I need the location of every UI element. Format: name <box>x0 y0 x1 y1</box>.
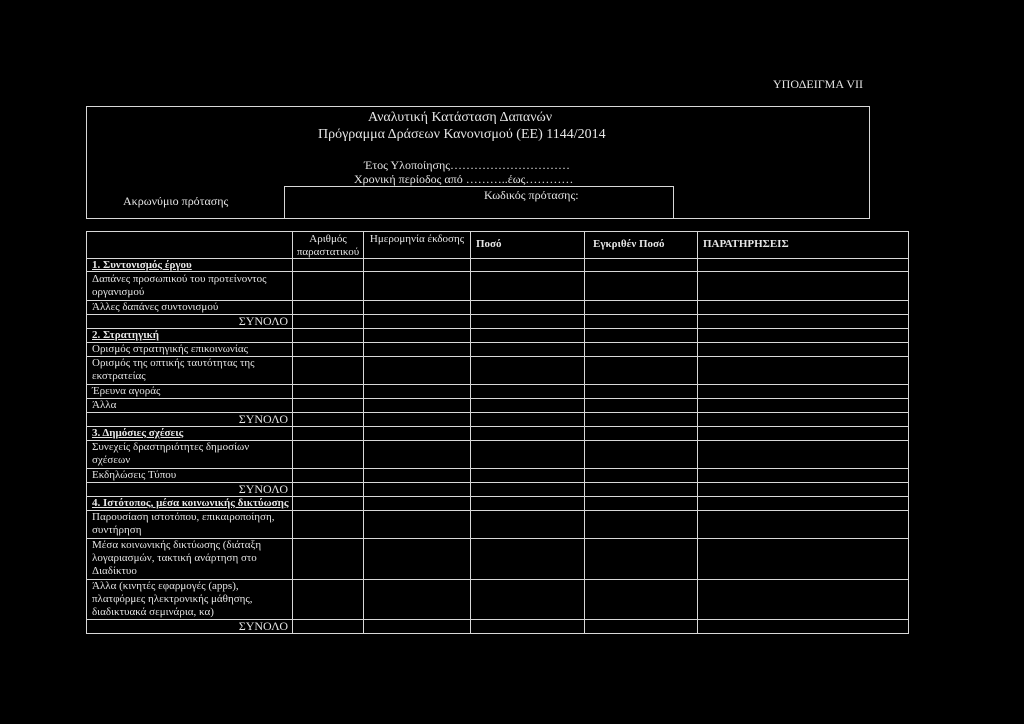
total-label: ΣΥΝΟΛΟ <box>238 412 288 426</box>
acronym-label: Ακρωνύμιο πρότασης <box>123 194 229 208</box>
section-title-website-social-media: 4. Ιστότοπος, μέσα κοινωνικής δικτύωσης <box>92 497 289 509</box>
column-header-doc-number: Αριθμός παραστατικού <box>296 233 360 258</box>
column-header-remarks: ΠΑΡΑΤΗΡΗΣΕΙΣ <box>703 238 789 250</box>
period-line: Χρονική περίοδος από ………..έως………… <box>354 172 574 186</box>
row-label: Άλλες δαπάνες συντονισμού <box>92 301 219 313</box>
row-label: Εκδηλώσεις Τύπου <box>92 469 177 481</box>
program-title: Πρόγραμμα Δράσεων Κανονισμού (ΕΕ) 1144/2014 <box>318 127 606 142</box>
row-label: Έρευνα αγοράς <box>92 385 161 397</box>
section-title-public-relations: 3. Δημόσιες σχέσεις <box>92 427 184 439</box>
row-label: Άλλα (κινητές εφαρμογές (apps), πλατφόρμες ηλεκτρονικής μάθησης, διαδικτυακά σεμινάρια, κα) <box>92 580 253 618</box>
total-label: ΣΥΝΟΛΟ <box>238 482 288 496</box>
total-label: ΣΥΝΟΛΟ <box>238 314 288 328</box>
proposal-code-label: Κωδικός πρότασης: <box>484 188 579 202</box>
column-header-issue-date: Ημερομηνία έκδοσης <box>369 233 465 245</box>
total-label: ΣΥΝΟΛΟ <box>238 619 288 633</box>
year-line: Έτος Υλοποίησης………………………… <box>364 158 570 172</box>
row-label: Συνεχείς δραστηριότητες δημοσίων σχέσεων <box>92 441 250 466</box>
report-title: Αναλυτική Κατάσταση Δαπανών <box>368 110 553 125</box>
row-label: Δαπάνες προσωπικού του προτείνοντος οργανισμού <box>92 273 267 298</box>
column-header-amount: Ποσό <box>476 238 502 250</box>
section-title-coordination: 1. Συντονισμός έργου <box>92 259 192 271</box>
row-label: Ορισμός της οπτικής ταυτότητας της εκστρατείας <box>92 357 255 382</box>
row-label: Ορισμός στρατηγικής επικοινωνίας <box>92 343 248 355</box>
template-label: ΥΠΟΔΕΙΓΜΑ VII <box>773 77 864 91</box>
row-label: Παρουσίαση ιστοτόπου, επικαιροποίηση, συντήρηση <box>92 511 275 536</box>
column-header-approved-amount: Εγκριθέν Ποσό <box>593 238 665 250</box>
row-label: Μέσα κοινωνικής δικτύωσης (διάταξη λογαριασμών, τακτική ανάρτηση στο Διαδίκτυο <box>92 539 262 577</box>
section-title-strategy: 2. Στρατηγική <box>92 329 159 341</box>
row-label: Άλλα <box>92 399 117 411</box>
